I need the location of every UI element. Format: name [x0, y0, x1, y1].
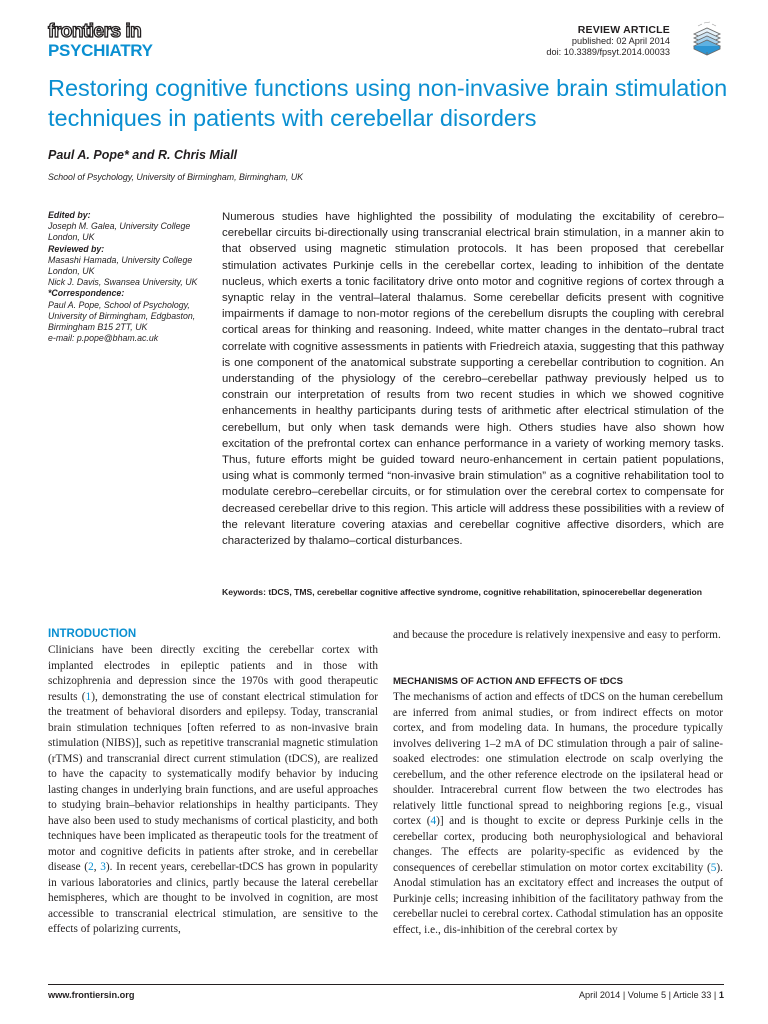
correspondence-line: University of Birmingham, Edgbaston, — [48, 310, 196, 321]
introduction-heading: INTRODUCTION — [48, 628, 137, 640]
reviewer-line: London, UK — [48, 266, 95, 277]
keywords — [222, 586, 724, 599]
reference-link[interactable]: 4 — [430, 815, 437, 827]
abstract: Numerous studies have highlighted the possibility of modulating the excitability of cerebro–cerebellar circuits bi-directionally using transcranial electrical brain stimulation, in a manner akin to that observed using magnetic stimulation protocols. It has been proposed that cerebellar stimulation activates Purkinje cells in the cerebellar cortex, leading to inhibition of the dentate nucleus, which exerts a tonic facilitatory drive onto motor and cognitive regions of cortex through a synaptic relay in the ventral–lateral thalamus. Some cerebellar deficits present with cognitive impairments if damage to non-motor regions of the cerebellum disrupts the coupling with cerebral cortical areas for thinking and reasoning. Indeed, white matter changes in the dentato–rubral tract correlate with cognitive assessments in patients with Friedreich ataxia, suggesting that this pathway is one component of the anatomical substrate supporting a cerebellar contribution to cognition. An understanding of the physiology of the cerebro–cerebellar pathway previously helped us to constrain our interpretation of results from two recent studies in which we showed cognitive enhancements in healthy participants during tests of arithmetic after electrical stimulation of the cerebellum, but only when task demands were high. Others studies have also shown how excitation of the prefrontal cortex can enhance performance in a variety of working memory tasks. Thus, future efforts might be guided toward neuro-enhancement in certain patient populations, using what is commonly termed “non-invasive brain stimulation” as a cognitive rehabilitation tool to modulate cerebro–cerebellar circuits, or for stimulation over the cerebral cortex to compensate for decreased cerebellar drive to this region. This article will address these possibilities with a review of the relevant literature covering ataxias and cerebellar cognitive affective disorders, which are characterized by thalamo–cortical disturbances. — [222, 211, 724, 548]
introduction-paragraph — [48, 643, 378, 938]
introduction-continued: and because the procedure is relatively inexpensive and easy to perform. — [393, 629, 721, 641]
mechanisms-text: ). Anodal stimulation has an excitatory effect and increases the output of Purkinje cells; increasing inhibition of the facilitatory pathway from the cerebellar nuclei to cerebral cortex. Cathodal stimulation has an opposite effect, i.e., dis-inhibition of the cerebral cortex by — [393, 861, 723, 936]
edited-by-label: Edited by: — [48, 210, 91, 220]
intro-text: ), demonstrating the use of constant electrical stimulation for the treatment of behavioral disorders and epilepsy. Today, transcranial brain stimulation techniques [often referred to as non-invasive brain stimulation (NIBS)], such as repetitive transcranial magnetic stimulation (rTMS) and transcranial direct current stimulation (tDCS), are realized to have the capacity to systematically modify behavior by inducing lasting changes in underlying brain functions, and are useful approaches to studying brain–behavior relationships in healthy participants. They have also been used to study mechanisms of cortical plasticity, and both techniques have been implicated as therapeutic tools for the treatment of motor and cognitive deficits in patients after stroke, and in cerebellar disease ( — [48, 690, 378, 873]
logo-line-1: frontiers in — [48, 21, 142, 42]
correspondence-email[interactable]: e-mail: p.pope@bham.ac.uk — [48, 333, 159, 344]
intro-text: ). In recent years, cerebellar-tDCS has grown in popularity in various laboratories and clinics, partly because the lateral cerebellar hemispheres, which are thought to be involved in cognition, are most accessible to transcranial electrical stimulation, are sensitive to the effects of polarizing currents, — [48, 861, 378, 935]
layered-cube-icon — [688, 20, 726, 58]
mechanisms-heading: MECHANISMS OF ACTION AND EFFECTS OF tDCS — [393, 676, 623, 687]
reference-link[interactable]: 3 — [100, 861, 106, 873]
correspondence-label: *Correspondence: — [48, 288, 125, 299]
editorial-metadata — [48, 210, 218, 344]
correspondence-line: Paul A. Pope, School of Psychology, — [48, 299, 190, 310]
editor-line: Joseph M. Galea, University College — [48, 221, 191, 232]
logo-line-2: PSYCHIATRY — [48, 41, 153, 60]
editor-line: London, UK — [48, 232, 95, 243]
reviewer-line: Masashi Hamada, University College — [48, 254, 193, 265]
article-type: REVIEW ARTICLE — [577, 24, 670, 36]
reviewer-line: Nick J. Davis, Swansea University, UK — [48, 277, 198, 288]
keywords-list: tDCS, TMS, cerebellar cognitive affective syndrome, cognitive rehabilitation, spinocerebellar degeneration — [268, 587, 702, 597]
authors: Paul A. Pope* and R. Chris Miall — [48, 148, 238, 162]
reference-link[interactable]: 2 — [88, 861, 94, 873]
intro-text: Clinicians have been directly exciting the cerebellar cortex with implanted electrodes in epileptic patients and in those with schizophrenia and depression since the 1970s with good therapeutic results ( — [48, 644, 378, 703]
doi: doi: 10.3389/fpsyt.2014.00033 — [546, 47, 670, 57]
affiliation: School of Psychology, University of Birmingham, Birmingham, UK — [48, 172, 304, 182]
mechanisms-paragraph — [393, 690, 723, 938]
article-header-meta — [546, 24, 670, 58]
mechanisms-text: The mechanisms of action and effects of tDCS on the human cerebellum are inferred from animal studies, or from indirect effects on motor cortex, and from modeling data. In humans, the procedure typically involves delivering 1–2 mA of DC stimulation through a pair of saline-soaked electrodes: one stimulation electrode on scalp overlying the cerebellum, and the other reference electrode on the ipsilateral head or shoulder. Intracerebral current flow between the two electrodes has relatively little functional spread to neighboring regions [e.g., visual cortex ( — [393, 691, 723, 827]
footer-article: Article 33 — [673, 990, 712, 1000]
journal-logo — [48, 22, 208, 62]
reference-link[interactable]: 5 — [710, 861, 717, 874]
reviewed-by-label: Reviewed by: — [48, 243, 105, 254]
correspondence-line: Birmingham B15 2TT, UK — [48, 322, 148, 333]
mechanisms-text: )] and is thought to excite or depress Purkinje cells in the cerebellar cortex, producing both neurophysiological and behavioral changes. The effects are polarity-specific as evidenced by the consequences of cerebellar stimulation on motor cortex excitability ( — [393, 815, 724, 874]
keywords-label: Keywords: — [222, 587, 266, 597]
footer-info: April 2014 | Volume 5 | Article 33 | 1 — [578, 990, 724, 1000]
footer-divider — [48, 984, 724, 985]
published-date: published: 02 April 2014 — [571, 36, 670, 46]
footer-volume: Volume 5 — [627, 990, 667, 1000]
article-title: Restoring cognitive functions using non-invasive brain stimulation techniques in patients with cerebellar disorders — [48, 75, 728, 131]
ref-separator: , — [93, 861, 101, 873]
footer-date: April 2014 — [578, 990, 621, 1000]
footer-url[interactable]: www.frontiersin.org — [48, 990, 135, 1000]
page-number: 1 — [718, 990, 724, 1000]
reference-link[interactable]: 1 — [85, 690, 92, 703]
